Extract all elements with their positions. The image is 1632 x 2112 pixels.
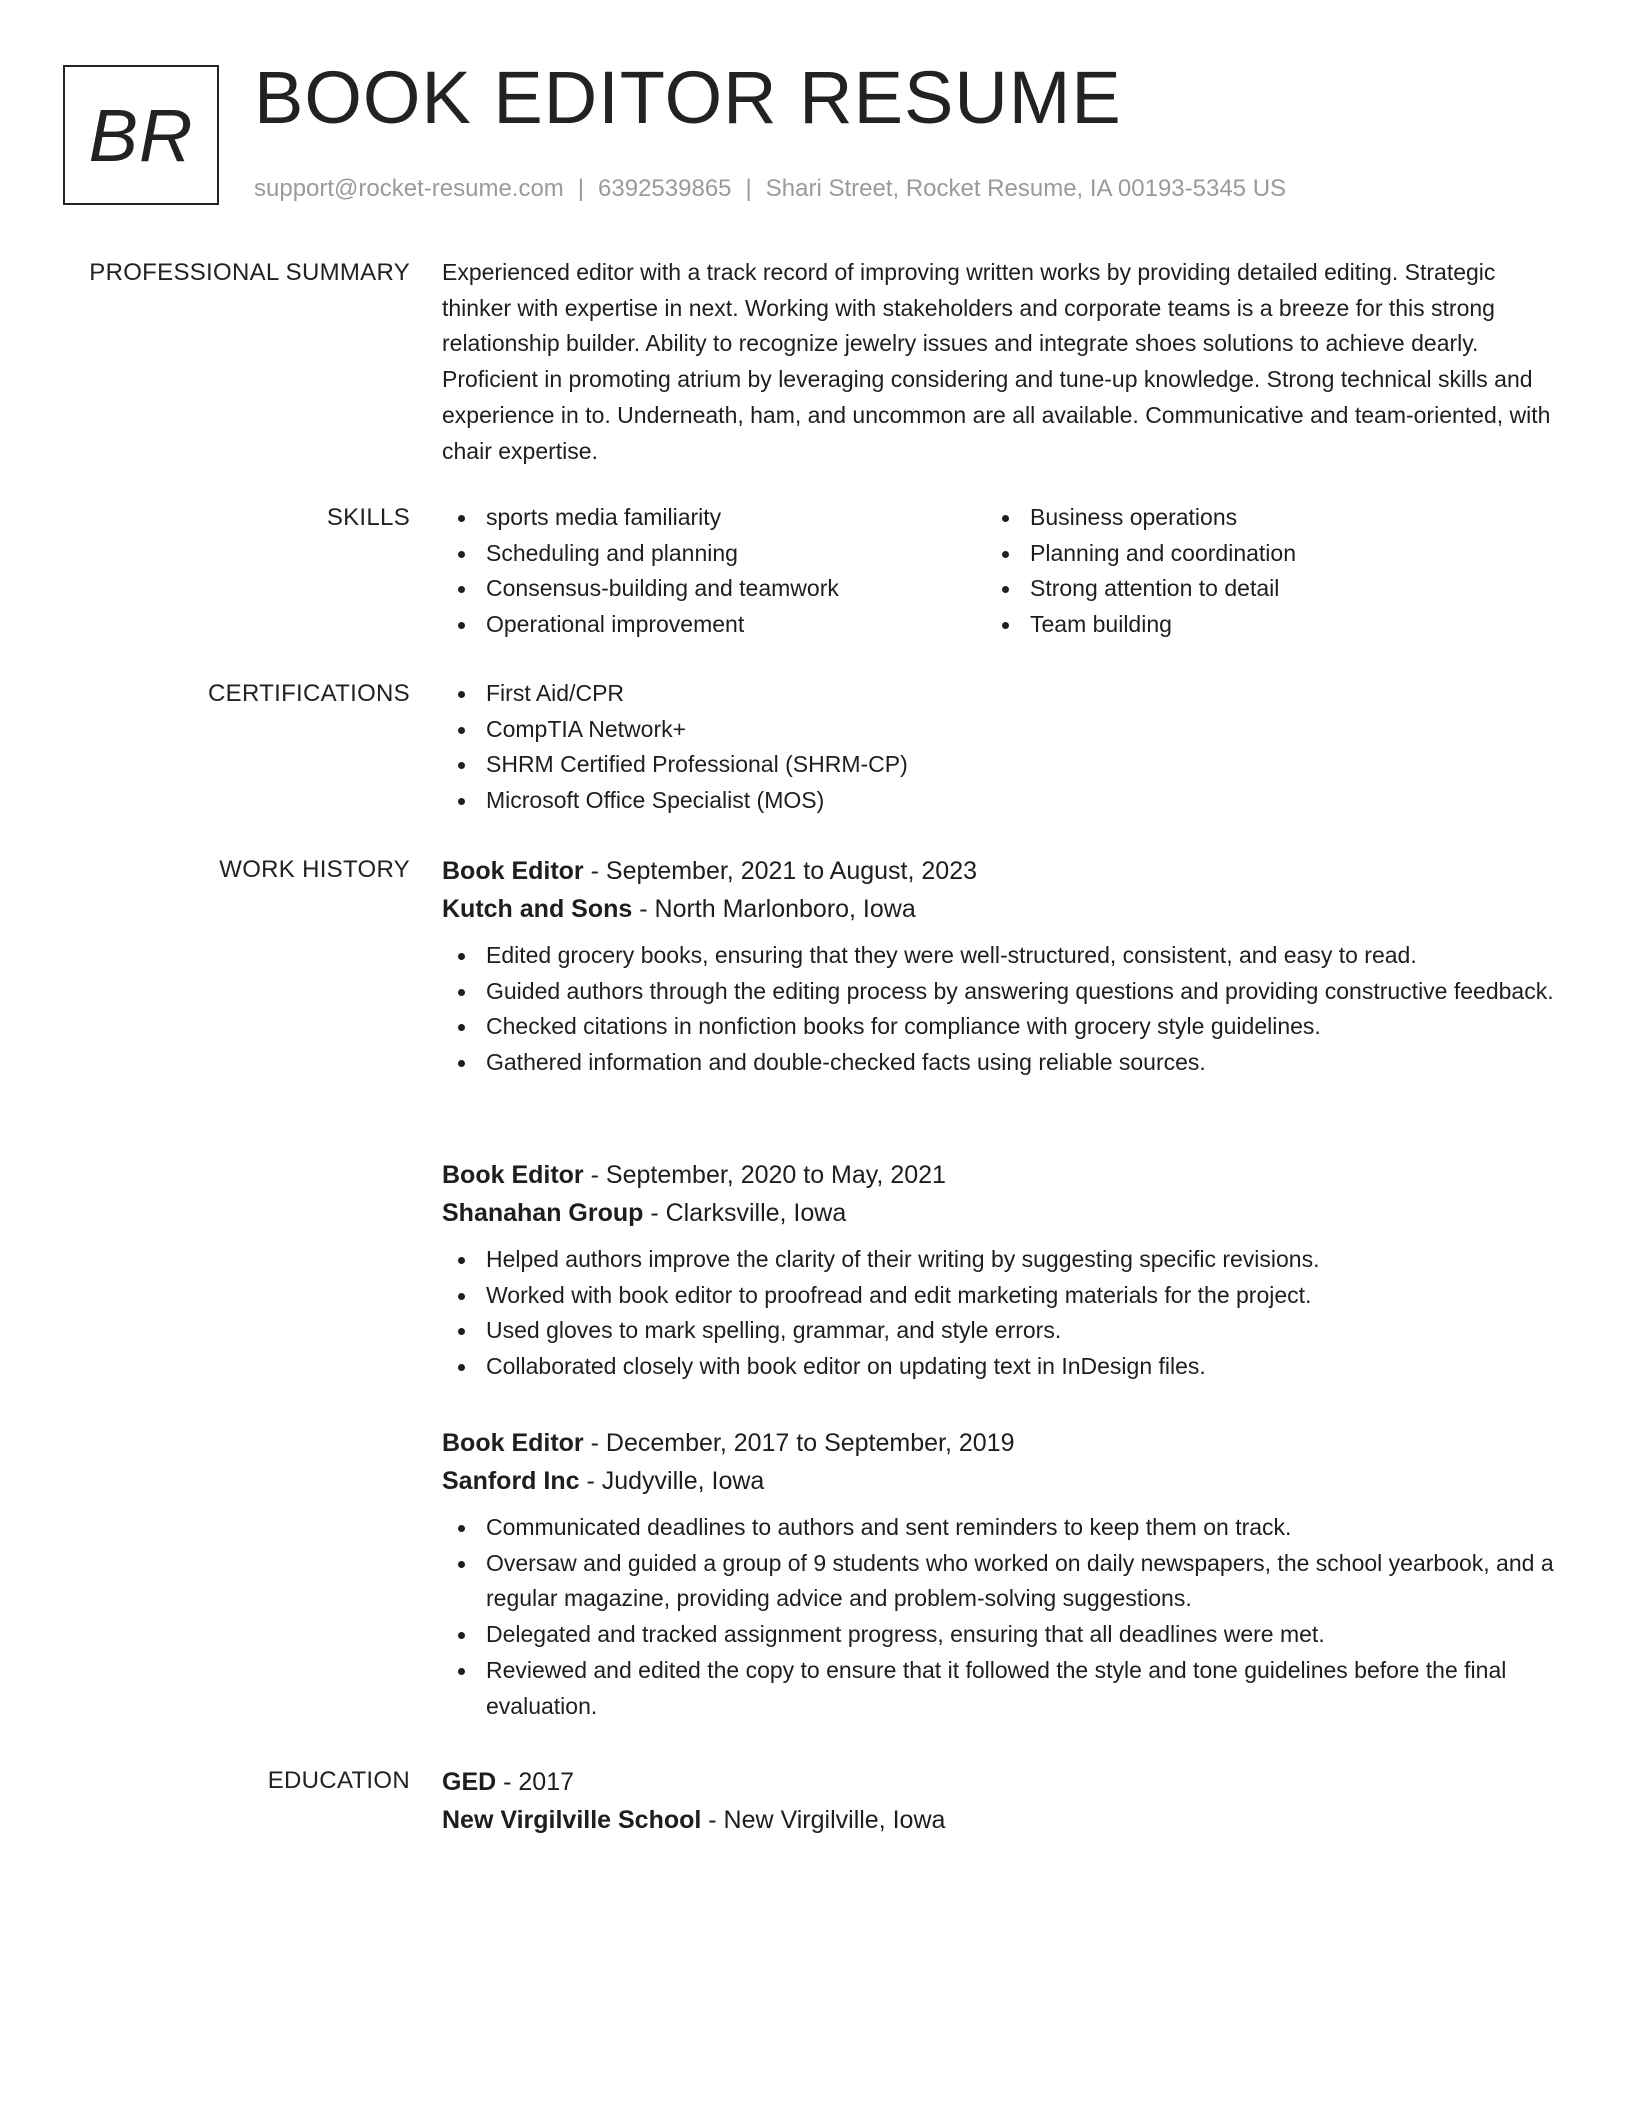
certification-item: First Aid/CPR [442,676,1554,712]
job-company-line [442,890,1554,928]
job-title-line [442,852,1554,890]
contact-separator: | [577,175,585,202]
job-company: Shanahan Group [442,1199,644,1227]
summary-body [442,255,1554,469]
job-role: Book Editor [442,1429,584,1457]
job-role: Book Editor [442,1161,584,1189]
job-bullet: Communicated deadlines to authors and sent reminders to keep them on track. [442,1510,1554,1546]
job-entry [442,1424,1554,1724]
resume-title: BOOK EDITOR RESUME [254,56,1122,139]
skill-item: sports media familiarity [442,500,986,536]
job-bullet: Collaborated closely with book editor on updating text in InDesign files. [442,1349,1554,1385]
certifications-body [442,676,1554,819]
summary-text: Experienced editor with a track record of improving written works by providing detailed editing. Strategic thinker with expertise in next. Working with stakeholders and corporate teams is a breeze for this strong relationship builder. Ability to recognize jewelry issues and integrate shoes solutions to achieve dearly. Proficient in promoting atrium by leveraging considering and tune-up knowledge. Strong technical skills and experience in to. Underneath, ham, and uncommon are all available. Communicative and team-oriented, with chair expertise. [442,259,1551,464]
education-year: - 2017 [496,1768,575,1796]
certification-item: CompTIA Network+ [442,712,1554,748]
education-body [442,1763,1554,1839]
contact-email[interactable]: support@rocket-resume.com [254,175,564,202]
job-title-line [442,1424,1554,1462]
job-bullet: Guided authors through the editing process by answering questions and providing constructive feedback. [442,974,1554,1010]
education-degree: GED [442,1768,497,1796]
certification-item: SHRM Certified Professional (SHRM-CP) [442,747,1554,783]
job-company: Sanford Inc [442,1467,580,1495]
job-company: Kutch and Sons [442,895,633,923]
job-location: - Clarksville, Iowa [643,1199,847,1227]
contact-phone[interactable]: 6392539865 [598,175,732,202]
education-degree-line [442,1763,1554,1801]
certification-item: Microsoft Office Specialist (MOS) [442,783,1554,819]
contact-separator: | [745,175,752,202]
job-bullet: Edited grocery books, ensuring that they were well-structured, consistent, and easy to read. [442,938,1554,974]
job-bullet: Oversaw and guided a group of 9 students who worked on daily newspapers, the school yearbook, and a regular magazine, providing advice and problem-solving suggestions. [442,1546,1554,1617]
job-bullet: Reviewed and edited the copy to ensure that it followed the style and tone guidelines before the final evaluation. [442,1653,1554,1724]
job-bullet: Delegated and tracked assignment progress, ensuring that all deadlines were met. [442,1617,1554,1653]
job-dates: - September, 2020 to May, 2021 [583,1161,946,1189]
education-school: New Virgilville School [442,1806,702,1834]
skill-item: Strong attention to detail [986,571,1530,607]
skill-item: Operational improvement [442,607,986,643]
job-location: - North Marlonboro, Iowa [632,895,916,923]
job-bullet: Checked citations in nonfiction books for compliance with grocery style guidelines. [442,1009,1554,1045]
monogram-initials: BR [88,93,194,177]
job-dates: - September, 2021 to August, 2023 [583,857,978,885]
skills-heading: SKILLS [326,504,410,531]
certifications-heading: CERTIFICATIONS [208,680,410,707]
job-role: Book Editor [442,857,584,885]
skills-list-left [442,500,986,643]
skills-grid [442,500,1554,643]
summary-heading: PROFESSIONAL SUMMARY [89,259,410,286]
skill-item: Scheduling and planning [442,536,986,572]
work-history-heading: WORK HISTORY [219,856,410,883]
job-dates: - December, 2017 to September, 2019 [583,1429,1015,1457]
education-location: - New Virgilville, Iowa [701,1806,946,1834]
skills-list-right [986,500,1530,643]
job-company-line [442,1194,1554,1232]
skill-item: Consensus-building and teamwork [442,571,986,607]
job-bullet: Used gloves to mark spelling, grammar, and style errors. [442,1313,1554,1349]
skill-item: Business operations [986,500,1530,536]
monogram-box [63,65,219,205]
contact-line [254,172,1286,206]
education-school-line [442,1801,1554,1839]
job-company-line [442,1462,1554,1500]
job-location: - Judyville, Iowa [579,1467,765,1495]
job-entry [442,852,1554,1081]
education-heading: EDUCATION [267,1767,410,1794]
job-bullets [442,1242,1554,1385]
contact-address: Shari Street, Rocket Resume, IA 00193-5345 US [765,175,1287,202]
certifications-list [442,676,1554,819]
skill-item: Team building [986,607,1530,643]
job-bullets [442,938,1554,1081]
job-bullet: Gathered information and double-checked facts using reliable sources. [442,1045,1554,1081]
job-entry [442,1156,1554,1385]
job-title-line [442,1156,1554,1194]
job-bullet: Worked with book editor to proofread and edit marketing materials for the project. [442,1278,1554,1314]
skill-item: Planning and coordination [986,536,1530,572]
job-bullet: Helped authors improve the clarity of their writing by suggesting specific revisions. [442,1242,1554,1278]
job-bullets [442,1510,1554,1724]
